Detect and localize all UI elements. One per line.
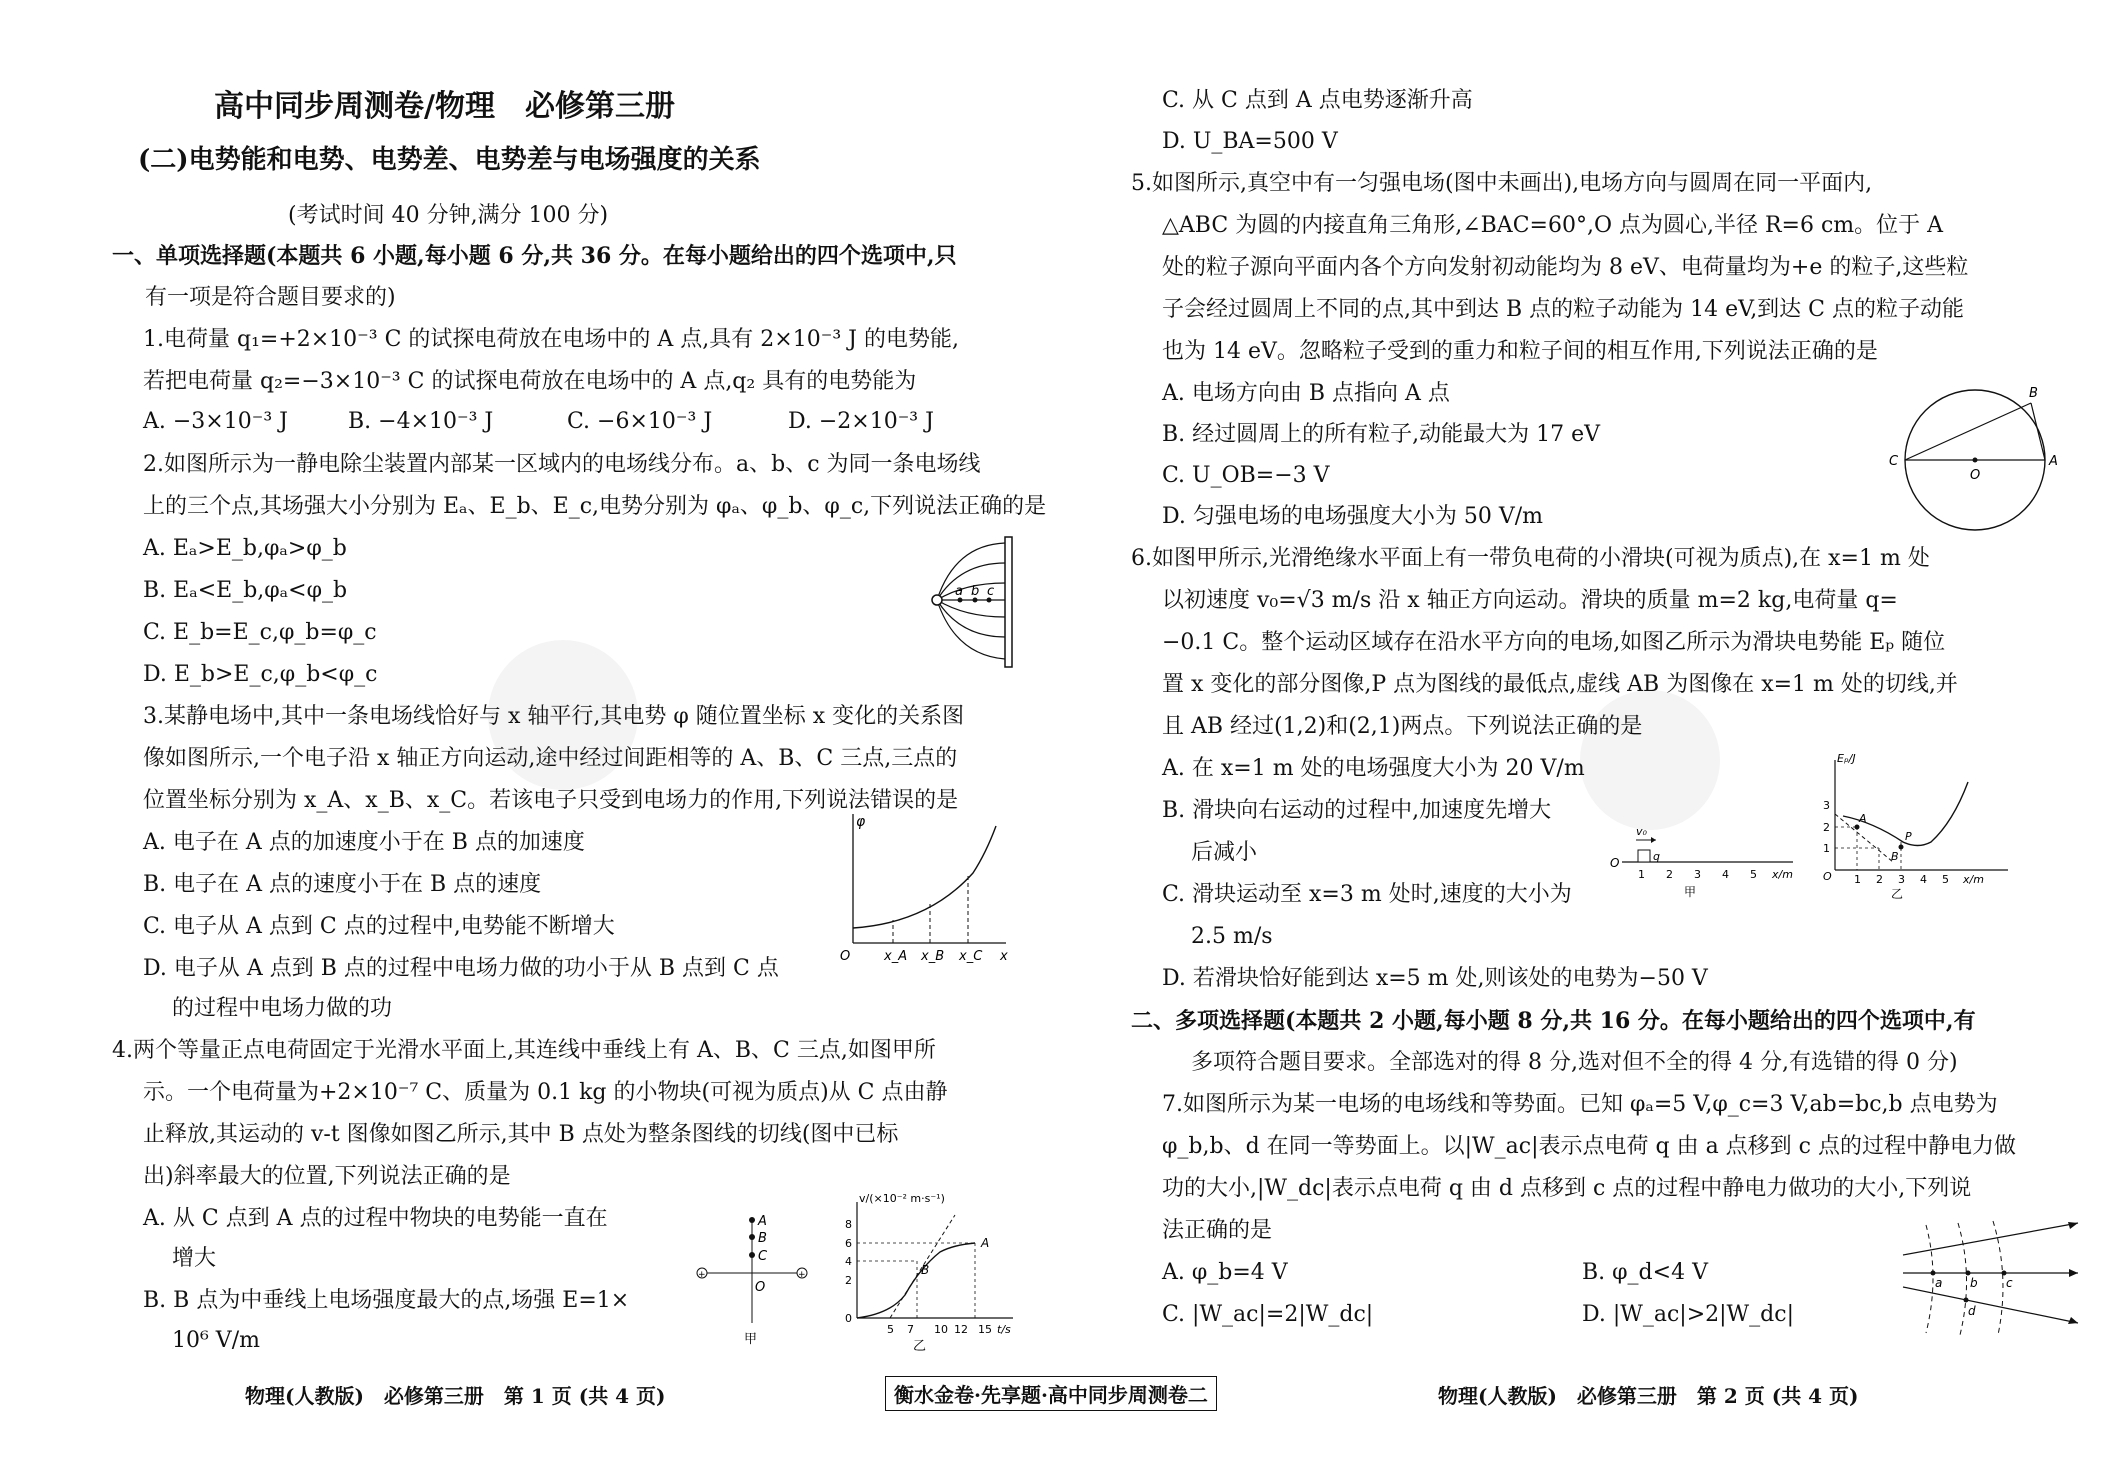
q6-tick: 5	[1750, 868, 1757, 881]
q4-charges-figure	[690, 1205, 820, 1350]
q3-option-b: B. 电子在 A 点的速度小于在 B 点的速度	[143, 872, 542, 897]
q4-vt-graph	[835, 1190, 1020, 1355]
q6-ep-ylabel: Eₚ/J	[1837, 752, 1856, 765]
q5-stem: 子会经过圆周上不同的点,其中到达 B 点的粒子动能为 14 eV,到达 C 点的粒子动能	[1162, 297, 1965, 322]
q2-point-a-label: a	[955, 584, 963, 599]
q4-option-a: A. 从 C 点到 A 点的过程中物块的电势能一直在	[143, 1206, 608, 1231]
q1-option-a: A. −3×10⁻³ J	[143, 409, 288, 434]
q4-vt-tick: 8	[845, 1218, 852, 1231]
q4-point-c: C	[758, 1249, 768, 1264]
footer-page-1: 物理(人教版) 必修第三册 第 1 页 (共 4 页)	[245, 1384, 666, 1408]
q4-vt-tick: 2	[845, 1274, 852, 1287]
q4-vt-tick: 15	[978, 1323, 992, 1336]
q5-stem: △ABC 为圆的内接直角三角形,∠BAC=60°,O 点为圆心,半径 R=6 cm。位于 A	[1162, 213, 1944, 238]
q4-vt-tick: 4	[845, 1255, 852, 1268]
q3-stem: 位置坐标分别为 x_A、x_B、x_C。若该电子只受到电场力的作用,下列说法错误的是	[143, 788, 959, 813]
section1-heading-cont: 有一项是符合题目要求的)	[145, 285, 396, 310]
q3-option-d-cont: 的过程中电场力做的功	[172, 996, 393, 1021]
q4-vt-point-b: B	[921, 1263, 930, 1277]
section2-heading: 二、多项选择题(本题共 2 小题,每小题 8 分,共 16 分。在每小题给出的四个选项中,有	[1131, 1008, 1976, 1034]
q5-stem: 也为 14 eV。忽略粒子受到的重力和粒子间的相互作用,下列说法正确的是	[1162, 339, 1878, 364]
q6-stem: 6.如图甲所示,光滑绝缘水平面上有一带负电荷的小滑块(可视为质点),在 x=1 m 处	[1131, 546, 1930, 571]
q4-stem: 4.两个等量正点电荷固定于光滑水平面上,其连线中垂线上有 A、B、C 三点,如图甲所	[112, 1038, 936, 1063]
q3-xb: x_B	[921, 949, 945, 964]
q1-stem: 1.电荷量 q₁=+2×10⁻³ C 的试探电荷放在电场中的 A 点,具有 2×10⁻³ J 的电势能,	[143, 327, 959, 352]
q6-caption-jia: 甲	[1684, 885, 1697, 899]
q7-stem: 7.如图所示为某一电场的电场线和等势面。已知 φₐ=5 V,φ_c=3 V,ab=bc,b 点电势为	[1162, 1092, 1998, 1117]
q6-tick: 1	[1638, 868, 1645, 881]
q4-option-c: C. 从 C 点到 A 点电势逐渐升高	[1162, 88, 1473, 113]
footer-page-2: 物理(人教版) 必修第三册 第 2 页 (共 4 页)	[1438, 1384, 1859, 1408]
q6-stem: 以初速度 v₀=√3 m/s 沿 x 轴正方向运动。滑块的质量 m=2 kg,电荷量 q=	[1162, 588, 1898, 613]
q4-vt-point-a: A	[981, 1236, 990, 1250]
q4-stem: 出)斜率最大的位置,下列说法正确的是	[143, 1164, 511, 1189]
q6-ep-point-a: A	[1859, 812, 1867, 825]
q6-stem: −0.1 C。整个运动区域存在沿水平方向的电场,如图乙所示为滑块电势能 Eₚ 随位	[1162, 630, 1946, 655]
svg-text:+: +	[698, 1270, 706, 1280]
q4-vt-tick: 6	[845, 1237, 852, 1250]
q4-option-a-cont: 增大	[172, 1246, 217, 1271]
q4-vt-caption-yi: 乙	[913, 1339, 927, 1354]
q2-stem: 上的三个点,其场强大小分别为 Eₐ、E_b、E_c,电势分别为 φₐ、φ_b、φ_c,下列说法正确的是	[143, 494, 1047, 519]
q6-v0: v₀	[1636, 825, 1647, 838]
q6-ep-tick: 4	[1920, 873, 1927, 886]
q3-axis-x: x	[1000, 949, 1008, 964]
q3-option-a: A. 电子在 A 点的加速度小于在 B 点的加速度	[143, 830, 585, 855]
q6-ep-tick: 3	[1823, 799, 1830, 812]
q5-point-a: A	[2049, 454, 2058, 469]
section1-heading: 一、单项选择题(本题共 6 小题,每小题 6 分,共 36 分。在每小题给出的四个选项中,只	[112, 243, 957, 269]
q2-option-b: B. Eₐ<E_b,φₐ<φ_b	[143, 578, 348, 603]
q1-stem: 若把电荷量 q₂=−3×10⁻³ C 的试探电荷放在电场中的 A 点,q₂ 具有的电势能为	[143, 369, 917, 394]
q4-vt-origin: 0	[845, 1312, 852, 1325]
q6-ep-graph	[1813, 752, 2013, 902]
q7-point-a: a	[1935, 1276, 1943, 1290]
q2-stem: 2.如图所示为一静电除尘装置内部某一区域内的电场线分布。a、b、c 为同一条电场线	[143, 452, 981, 477]
q1-option-d: D. −2×10⁻³ J	[788, 409, 934, 434]
q4-vt-xunit: t/s	[997, 1323, 1011, 1336]
q1-option-c: C. −6×10⁻³ J	[567, 409, 713, 434]
q5-circle-figure	[1883, 375, 2068, 540]
q2-option-d: D. E_b>E_c,φ_b<φ_c	[143, 662, 378, 687]
q7-option-d: D. |W_ac|>2|W_dc|	[1582, 1302, 1794, 1327]
q6-ep-origin: O	[1823, 870, 1832, 883]
q3-xa: x_A	[884, 949, 908, 964]
q6-option-b-cont: 后减小	[1191, 840, 1258, 865]
section2-heading-cont: 多项符合题目要求。全部选对的得 8 分,选对但不全的得 4 分,有选错的得 0 分)	[1191, 1050, 1958, 1075]
q4-vt-tick: 10	[934, 1323, 948, 1336]
q4-option-b: B. B 点为中垂线上电场强度最大的点,场强 E=1×	[143, 1288, 630, 1313]
q6-ep-caption-yi: 乙	[1891, 887, 1904, 901]
chapter-subtitle: (二)电势能和电势、电势差、电势差与电场强度的关系	[138, 145, 761, 175]
q7-field-equipotential-figure	[1898, 1215, 2088, 1340]
q7-option-c: C. |W_ac|=2|W_dc|	[1162, 1302, 1374, 1327]
q6-tick: 2	[1666, 868, 1673, 881]
q4-stem: 示。一个电荷量为+2×10⁻⁷ C、质量为 0.1 kg 的小物块(可视为质点)从 C 点由静	[143, 1080, 948, 1105]
q4-option-d: D. U_BA=500 V	[1162, 129, 1338, 154]
q5-option-d: D. 匀强电场的电场强度大小为 50 V/m	[1162, 504, 1543, 529]
q4-point-a: A	[758, 1214, 767, 1229]
q2-point-b-label: b	[971, 584, 980, 599]
q6-ep-point-p: P	[1905, 830, 1912, 843]
q6-tick: 3	[1694, 868, 1701, 881]
q7-point-d: d	[1968, 1304, 1976, 1318]
q4-vt-ylabel: v/(×10⁻² m·s⁻¹)	[859, 1192, 945, 1205]
q6-ep-xunit: x/m	[1963, 873, 1984, 886]
q4-vt-tick: 12	[954, 1323, 968, 1336]
q2-field-line-figure	[925, 535, 1020, 670]
q6-ep-tick: 2	[1876, 873, 1883, 886]
q6-ep-tick: 1	[1854, 873, 1861, 886]
q3-origin: O	[840, 949, 851, 964]
q5-stem: 5.如图所示,真空中有一匀强电场(图中未画出),电场方向与圆周在同一平面内,	[1131, 171, 1873, 196]
q7-stem: φ_b,b、d 在同一等势面上。以|W_ac|表示点电荷 q 由 a 点移到 c 点的过程中静电力做	[1162, 1134, 2016, 1159]
q4-point-o: O	[755, 1280, 766, 1295]
q5-point-c: C	[1889, 454, 1899, 469]
q5-stem: 处的粒子源向平面内各个方向发射初动能均为 8 eV、电荷量均为+e 的粒子,这些粒	[1162, 255, 1969, 280]
q2-point-c-label: c	[987, 584, 995, 599]
q4-fig-caption-jia: 甲	[744, 1332, 758, 1347]
q4-option-b-cont: 10⁶ V/m	[172, 1328, 260, 1353]
q6-track-figure	[1608, 820, 1808, 900]
q2-option-c: C. E_b=E_c,φ_b=φ_c	[143, 620, 377, 645]
q4-point-b: B	[758, 1231, 767, 1246]
q6-option-c-cont: 2.5 m/s	[1191, 924, 1273, 949]
q6-option-d: D. 若滑块恰好能到达 x=5 m 处,则该处的电势为−50 V	[1162, 966, 1708, 991]
q5-point-o: O	[1970, 468, 1981, 483]
q6-option-b: B. 滑块向右运动的过程中,加速度先增大	[1162, 798, 1552, 823]
page-right	[1063, 0, 2126, 1474]
q3-axis-y: φ	[856, 814, 866, 830]
center-footer-series: 衡水金卷·先享题·高中同步周测卷二	[885, 1376, 1217, 1411]
q3-xc: x_C	[959, 949, 983, 964]
q5-option-c: C. U_OB=−3 V	[1162, 463, 1330, 488]
q4-vt-tick: 5	[887, 1323, 894, 1336]
q6-origin: O	[1610, 856, 1620, 870]
q6-stem: 置 x 变化的部分图像,P 点为图线的最低点,虚线 AB 为图像在 x=1 m 处的切线,并	[1162, 672, 1958, 697]
q6-option-c: C. 滑块运动至 x=3 m 处时,速度的大小为	[1162, 882, 1572, 907]
q3-option-c: C. 电子从 A 点到 C 点的过程中,电势能不断增大	[143, 914, 615, 939]
svg-text:+: +	[798, 1270, 806, 1280]
q6-ep-tick: 2	[1823, 821, 1830, 834]
q6-ep-tick: 5	[1942, 873, 1949, 886]
q5-point-b: B	[2029, 386, 2038, 401]
q6-ep-tick: 3	[1898, 873, 1905, 886]
q3-potential-graph	[838, 808, 1013, 968]
q7-stem: 功的大小,|W_dc|表示点电荷 q 由 d 点移到 c 点的过程中静电力做功的大小,下列说	[1162, 1176, 1972, 1201]
q7-option-a: A. φ_b=4 V	[1162, 1260, 1288, 1285]
q3-stem: 像如图所示,一个电子沿 x 轴正方向运动,途中经过间距相等的 A、B、C 三点,三点的	[143, 746, 958, 771]
q4-stem: 止释放,其运动的 v-t 图像如图乙所示,其中 B 点处为整条图线的切线(图中已标	[143, 1122, 899, 1147]
q6-ep-point-b: B	[1891, 850, 1899, 863]
q7-point-b: b	[1970, 1276, 1978, 1290]
q6-xunit: x/m	[1772, 868, 1793, 881]
q5-option-b: B. 经过圆周上的所有粒子,动能最大为 17 eV	[1162, 422, 1601, 447]
q6-option-a: A. 在 x=1 m 处的电场强度大小为 20 V/m	[1162, 756, 1585, 781]
q6-ep-tick: 1	[1823, 842, 1830, 855]
q6-tick: 4	[1722, 868, 1729, 881]
q3-option-d: D. 电子从 A 点到 B 点的过程中电场力做的功小于从 B 点到 C 点	[143, 956, 779, 981]
q5-option-a: A. 电场方向由 B 点指向 A 点	[1162, 381, 1450, 406]
q6-q: q	[1653, 850, 1660, 863]
q2-option-a: A. Eₐ>E_b,φₐ>φ_b	[143, 536, 347, 561]
q7-stem: 法正确的是	[1162, 1218, 1273, 1243]
q1-option-b: B. −4×10⁻³ J	[348, 409, 494, 434]
q7-point-c: c	[2006, 1276, 2013, 1290]
q3-stem: 3.某静电场中,其中一条电场线恰好与 x 轴平行,其电势 φ 随位置坐标 x 变化的关系图	[143, 704, 965, 729]
q4-vt-tick: 7	[907, 1323, 914, 1336]
exam-info: (考试时间 40 分钟,满分 100 分)	[288, 203, 609, 228]
page-title: 高中同步周测卷/物理 必修第三册	[214, 89, 675, 124]
q7-option-b: B. φ_d<4 V	[1582, 1260, 1708, 1285]
q6-stem: 且 AB 经过(1,2)和(2,1)两点。下列说法正确的是	[1162, 714, 1643, 739]
